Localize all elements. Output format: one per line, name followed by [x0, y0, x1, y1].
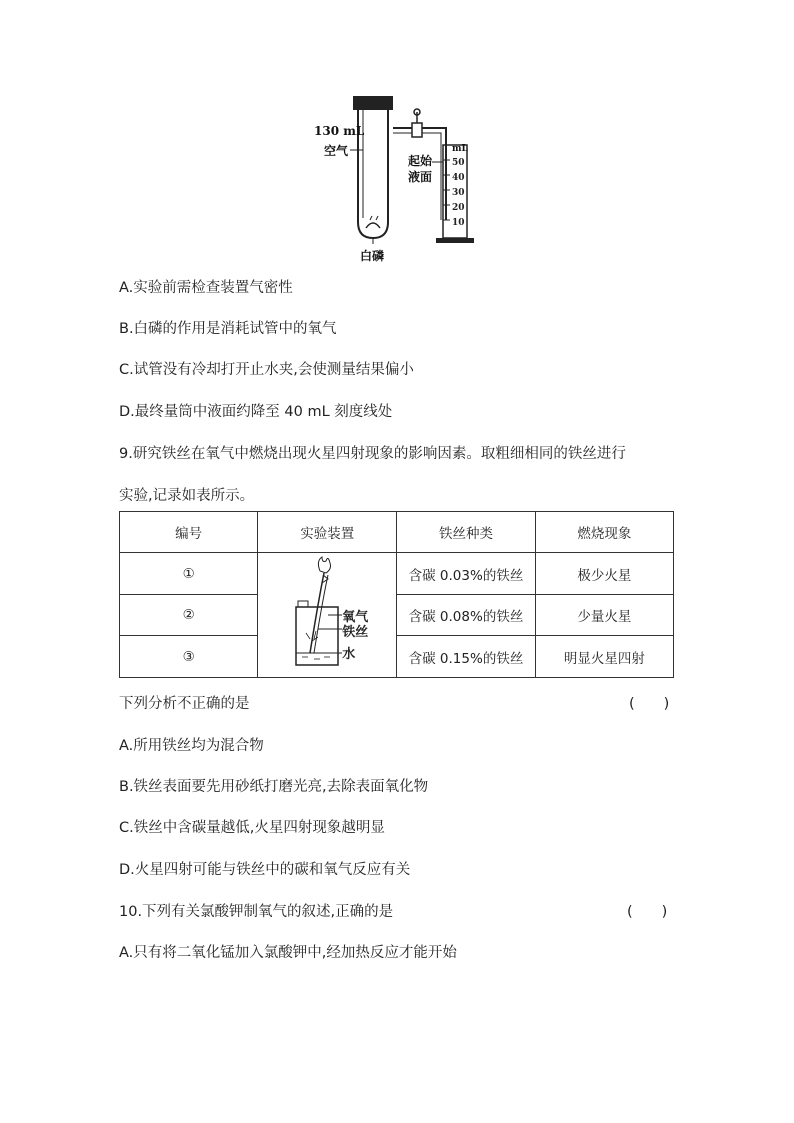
q9-question: 下列分析不正确的是: [119, 696, 250, 712]
scale-mark: 40: [452, 173, 465, 183]
label-start: 起始: [408, 154, 433, 168]
header-phenomenon: 燃烧现象: [535, 512, 673, 553]
row-id: ②: [120, 595, 258, 636]
label-water: 水: [342, 647, 356, 662]
q9-option-c: C.铁丝中含碳量越低,火星四射现象越明显: [119, 820, 385, 836]
apparatus-drawing: [300, 90, 500, 265]
header-wire: 铁丝种类: [397, 512, 535, 553]
q10-answer-paren: ( ): [627, 904, 668, 920]
row-wire: 含碳 0.03%的铁丝: [397, 553, 535, 595]
apparatus-diagram: [300, 90, 500, 265]
label-volume: 130 mL: [314, 124, 365, 138]
row-phenomenon: 极少火星: [535, 553, 673, 595]
row-phenomenon: 明显火星四射: [535, 636, 673, 678]
q8-option-b: B.白磷的作用是消耗试管中的氧气: [119, 321, 337, 337]
q8-option-a: A.实验前需检查装置气密性: [119, 280, 293, 296]
scale-mark: 20: [452, 203, 465, 213]
experiment-table: [119, 511, 674, 678]
header-id: 编号: [120, 512, 258, 553]
q9-option-a: A.所用铁丝均为混合物: [119, 738, 264, 754]
bottle-drawing: [258, 553, 396, 677]
apparatus-cell: [258, 553, 397, 678]
label-surface: 液面: [408, 170, 433, 184]
q8-option-d: D.最终量筒中液面约降至 40 mL 刻度线处: [119, 404, 393, 420]
scale-mark: 50: [452, 158, 465, 168]
q9-stem-line2: 实验,记录如表所示。: [119, 488, 255, 504]
cylinder-scale: [452, 156, 465, 231]
row-wire: 含碳 0.08%的铁丝: [397, 595, 535, 636]
scale-mark: 10: [452, 218, 465, 228]
label-air: 空气: [324, 144, 349, 158]
q8-option-c: C.试管没有冷却打开止水夹,会使测量结果偏小: [119, 362, 414, 378]
table-row: [120, 553, 674, 595]
table-header-row: [120, 512, 674, 553]
q9-option-d: D.火星四射可能与铁丝中的碳和氧气反应有关: [119, 862, 411, 878]
label-wire: 铁丝: [342, 625, 369, 640]
header-apparatus: 实验装置: [258, 512, 397, 553]
q10-stem: 10.下列有关氯酸钾制氧气的叙述,正确的是: [119, 904, 394, 920]
row-id: ③: [120, 636, 258, 678]
q9-stem-line1: 9.研究铁丝在氧气中燃烧出现火星四射现象的影响因素。取粗细相同的铁丝进行: [119, 446, 626, 462]
scale-mark: 30: [452, 188, 465, 198]
q9-option-b: B.铁丝表面要先用砂纸打磨光亮,去除表面氧化物: [119, 779, 429, 795]
label-oxygen: 氧气: [342, 610, 369, 625]
row-wire: 含碳 0.15%的铁丝: [397, 636, 535, 678]
label-ml: mL: [452, 144, 468, 154]
row-id: ①: [120, 553, 258, 595]
q9-answer-paren: ( ): [629, 696, 670, 712]
q10-option-a: A.只有将二氧化锰加入氯酸钾中,经加热反应才能开始: [119, 945, 457, 961]
label-phosphorus: 白磷: [360, 249, 385, 263]
row-phenomenon: 少量火星: [535, 595, 673, 636]
